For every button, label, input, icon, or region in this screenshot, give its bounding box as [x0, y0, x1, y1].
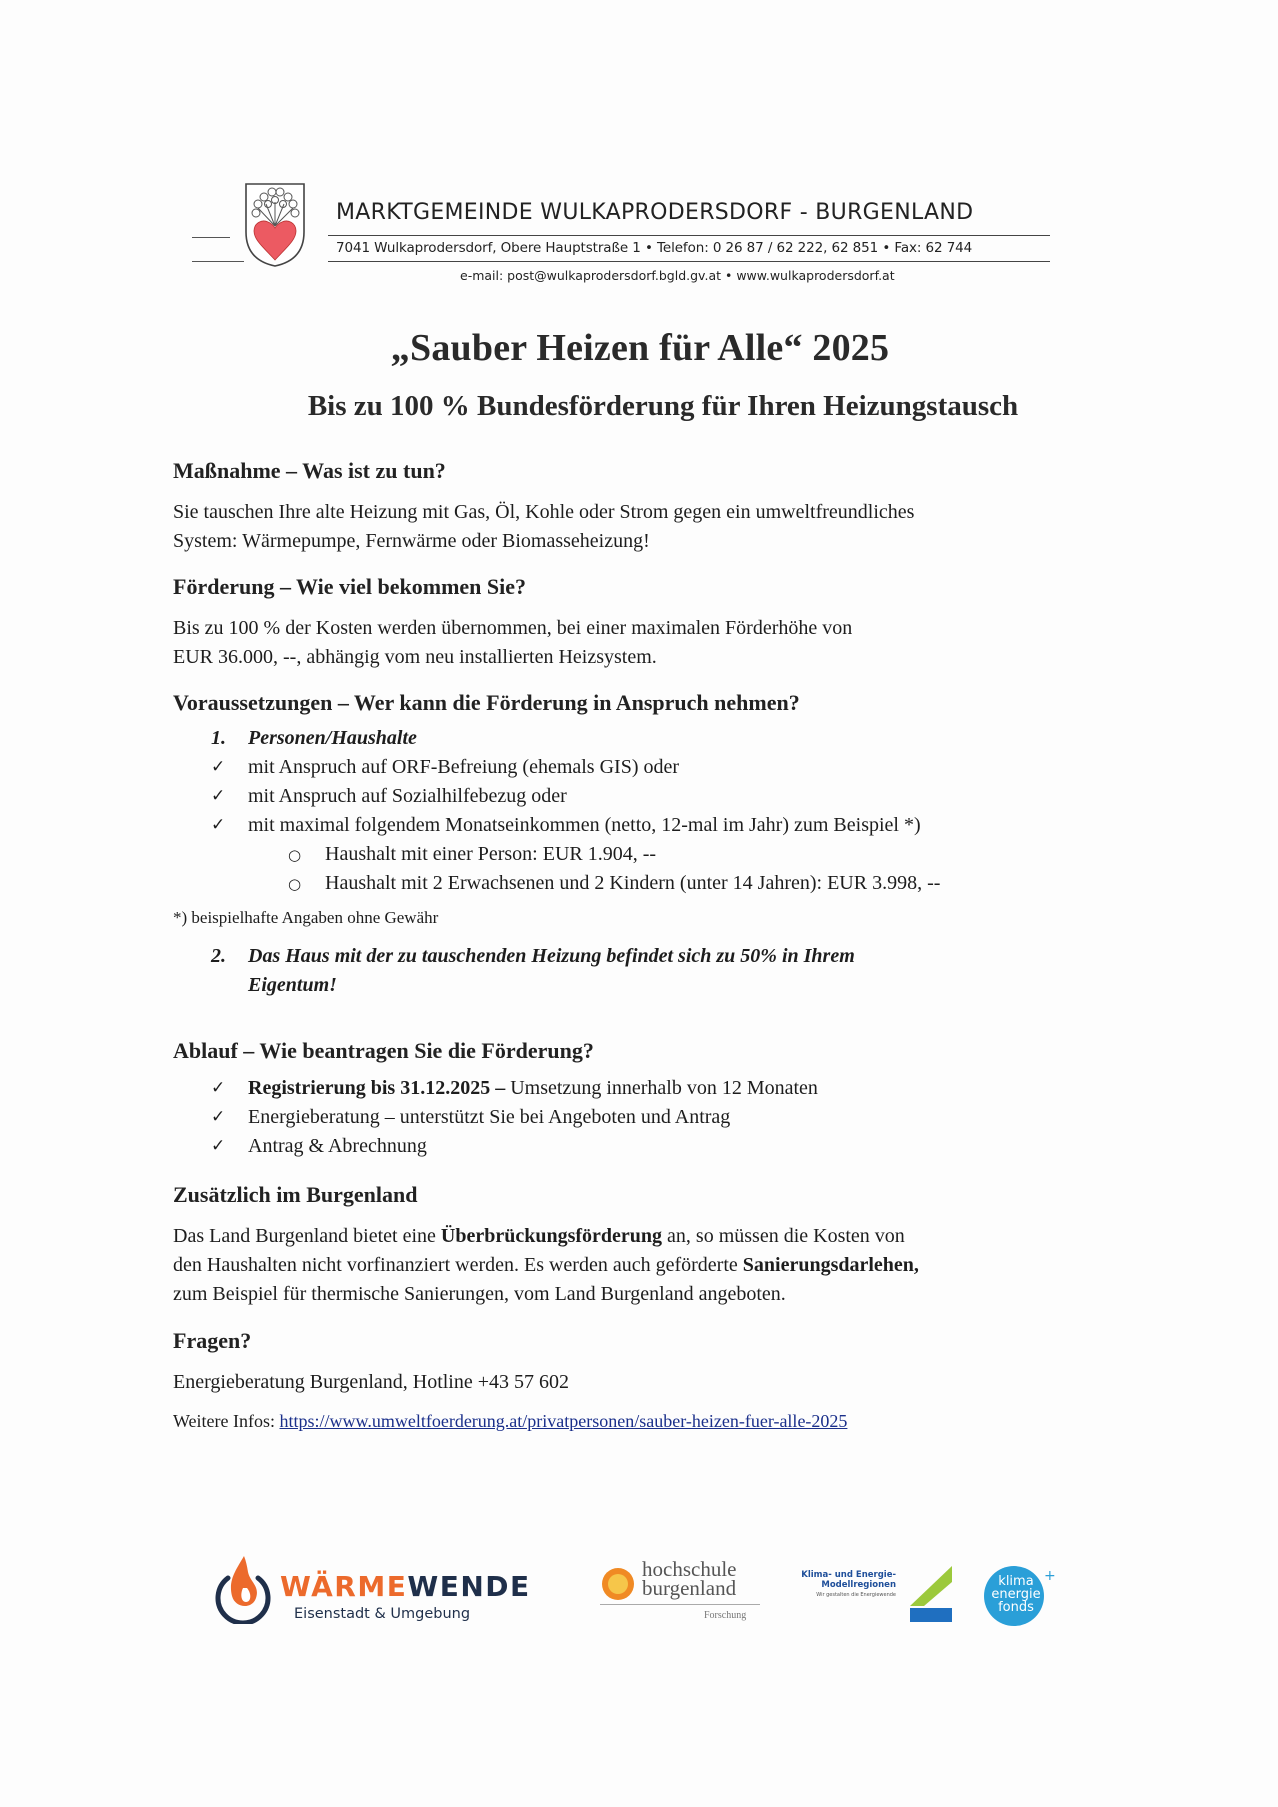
hotline-text: Energieberatung Burgenland, Hotline +43 57 602: [173, 1371, 570, 1393]
paragraph: den Haushalten nicht vorfinanziert werden. Es werden auch geförderte Sanierungsdarlehen,: [173, 1254, 919, 1276]
checkmark-icon: ✓: [211, 1136, 226, 1156]
paragraph: System: Wärmepumpe, Fernwärme oder Biomasseheizung!: [173, 530, 650, 552]
section-heading: Förderung – Wie viel bekommen Sie?: [173, 574, 527, 599]
paragraph: zum Beispiel für thermische Sanierungen, vom Land Burgenland angeboten.: [173, 1283, 786, 1305]
circle-bullet-icon: ○: [288, 846, 302, 864]
list-item: ○ Haushalt mit einer Person: EUR 1.904, --: [173, 840, 1093, 869]
requirement-item-1: [173, 724, 1093, 753]
letterhead-rule-left: [192, 261, 244, 262]
list-item: ✓ Registrierung bis 31.12.2025 – Umsetzung innerhalb von 12 Monaten: [173, 1074, 1093, 1103]
checkmark-icon: ✓: [211, 1107, 226, 1127]
circle-bullet-icon: ○: [288, 875, 302, 893]
section-heading: Ablauf – Wie beantragen Sie die Förderung?: [173, 1038, 594, 1063]
income-examples: [173, 840, 1093, 898]
divider: [600, 1604, 760, 1605]
section-heading: Voraussetzungen – Wer kann die Förderung in Anspruch nehmen?: [173, 690, 800, 715]
list-item: ✓ Antrag & Abrechnung: [173, 1132, 1093, 1161]
logo-hochschule-burgenland: [600, 1557, 760, 1630]
municipality-address: 7041 Wulkaprodersdorf, Obere Hauptstraße 1 • Telefon: 0 26 87 / 62 222, 62 851 • Fax: 62 744: [336, 240, 973, 256]
page-title: „Sauber Heizen für Alle“ 2025: [390, 327, 890, 369]
section-ablauf: [173, 1038, 1093, 1161]
checkmark-icon: ✓: [211, 786, 226, 806]
flame-power-icon: [210, 1552, 276, 1624]
more-info: Weitere Infos: https://www.umweltfoerderung.at/privatpersonen/sauber-heizen-fuer-alle-2025: [173, 1411, 848, 1431]
logo-waermewende: [210, 1552, 540, 1632]
waermewende-subtitle: Eisenstadt & Umgebung: [294, 1606, 471, 1622]
section-heading: Zusätzlich im Burgenland: [173, 1182, 418, 1207]
letterhead: [192, 180, 1058, 290]
paragraph: EUR 36.000, --, abhängig vom neu installierten Heizsystem.: [173, 646, 657, 668]
coat-of-arms-icon: [244, 182, 306, 268]
footnote: *) beispielhafte Angaben ohne Gewähr: [173, 908, 439, 927]
requirement-checklist: [173, 753, 1093, 840]
sun-icon: [600, 1566, 636, 1602]
hochschule-subtitle: Forschung: [704, 1610, 747, 1621]
municipality-contact: e-mail: post@wulkaprodersdorf.bgld.gv.at • www.wulkaprodersdorf.at: [460, 268, 895, 283]
section-voraussetzungen: [173, 690, 1093, 1000]
section-massnahme: [173, 458, 1093, 556]
checkmark-icon: ✓: [211, 815, 226, 835]
letterhead-rule: [328, 235, 1050, 236]
more-info-link[interactable]: https://www.umweltfoerderung.at/privatpersonen/sauber-heizen-fuer-alle-2025: [279, 1411, 848, 1431]
list-number: 2.: [211, 945, 226, 967]
paragraph: Das Land Burgenland bietet eine Überbrückungsförderung an, so müssen die Kosten von: [173, 1225, 905, 1247]
municipality-name: MARKTGEMEINDE WULKAPRODERSDORF - BURGENLAND: [336, 200, 974, 225]
section-foerderung: [173, 574, 1093, 672]
checkmark-icon: ✓: [211, 1078, 226, 1098]
letterhead-rule: [328, 261, 1050, 262]
list-item: ○ Haushalt mit 2 Erwachsenen und 2 Kindern (unter 14 Jahren): EUR 3.998, --: [173, 869, 1093, 898]
list-item: ✓ mit Anspruch auf Sozialhilfebezug oder: [173, 782, 1093, 811]
list-item: ✓ Energieberatung – unterstützt Sie bei Angeboten und Antrag: [173, 1103, 1093, 1132]
process-checklist: [173, 1074, 1093, 1161]
paragraph: Bis zu 100 % der Kosten werden übernommen, bei einer maximalen Förderhöhe von: [173, 617, 853, 639]
letterhead-rule-left: [192, 237, 230, 238]
requirement-label: Personen/Haushalte: [248, 727, 417, 749]
requirement-item-2: 2. Das Haus mit der zu tauschenden Heizung befindet sich zu 50% in Ihrem Eigentum!: [173, 942, 1093, 1000]
section-fragen: [173, 1328, 1093, 1436]
section-heading: Maßnahme – Was ist zu tun?: [173, 458, 446, 483]
flyer-content: [173, 326, 1093, 423]
waermewende-wordmark: WÄRMEWENDE: [280, 1570, 531, 1603]
section-heading: Fragen?: [173, 1328, 252, 1353]
logo-klima-energie-fonds: klima energie fonds +: [984, 1566, 1056, 1628]
list-number: 1.: [211, 727, 226, 749]
logo-kem: Klima- und Energie- Modellregionen Wir gestalten die Energiewende: [792, 1566, 952, 1626]
hochschule-wordmark: hochschule burgenland: [642, 1557, 737, 1600]
kem-chevron-icon: [910, 1566, 952, 1624]
kem-wordmark: Klima- und Energie- Modellregionen: [801, 1570, 896, 1590]
paragraph: Sie tauschen Ihre alte Heizung mit Gas, Öl, Kohle oder Strom gegen ein umweltfreundliches: [173, 501, 915, 523]
checkmark-icon: ✓: [211, 757, 226, 777]
list-item: ✓ mit Anspruch auf ORF-Befreiung (ehemals GIS) oder: [173, 753, 1093, 782]
section-burgenland: [173, 1182, 1093, 1309]
page-subtitle: Bis zu 100 % Bundesförderung für Ihren Heizungstausch: [307, 390, 1019, 422]
klimafonds-wordmark: klima energie fonds: [991, 1574, 1041, 1615]
list-item: ✓ mit maximal folgendem Monatseinkommen (netto, 12-mal im Jahr) zum Beispiel *): [173, 811, 1093, 840]
